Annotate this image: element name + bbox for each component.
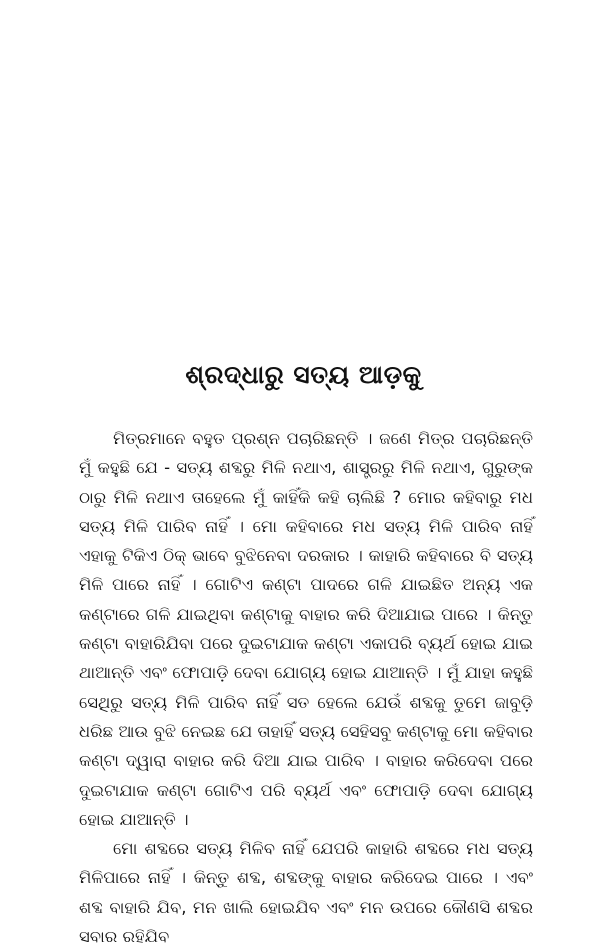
paragraph-2-text: ମୋ ଶବ୍ଦରେ ସତ୍ୟ ମିଳିବ ନାହିଁ ଯେପରି କାହାରି ଶବ୍ଦରେ ମଧ ସତ୍ୟ ମିଳିପାରେ ନାହିଁ । କିନ୍ତୁ ଶବ୍ଦ, ଶବ୍ଦଙ୍କୁ ବାହାର କରିଦେଇ ପାରେ । ଏବଂ ଶବ୍ଦ ବାହାରି ଯିବ, ମନ ଖାଲି ହୋଇଯିବ ଏବଂ ମନ ଉପରେ କୌଣସି ଶବ୍ଦର ସବାର ରହିଯିବ [79,839,533,947]
paragraph-2 [79,834,533,951]
paragraph-1-text: ମିତ୍ରମାନେ ବହୁତ ପ୍ରଶ୍ନ ପଚାରିଛନ୍ତି । ଜଣେ ମିତ୍ର ପଚାରିଛନ୍ତି ମୁଁ କହୁଛି ଯେ - ସତ୍ୟ ଶବ୍ଦରୁ ମିଳି ନଥାଏ, ଶାସ୍ତ୍ରରୁ ମିଳି ନଥାଏ, ଗୁରୁଙ୍କ ଠାରୁ ମିଳି ନଥାଏ ତାହେଲେ ମୁଁ କାହିଁକି କହି ଚାଲିଛି ? ମୋର କହିବାରୁ ମଧ ସତ୍ୟ ମିଳି ପାରିବ ନାହିଁ । ମୋ କହିବାରେ ମଧ ସତ୍ୟ ମିଳି ପାରିବ ନାହିଁ ଏହାକୁ ଟିକିଏ ଠିକ୍ ଭାବେ ବୁଝିନେବା ଦରକାର । କାହାରି କହିବାରେ ବି ସତ୍ୟ ମିଳି ପାରେ ନାହିଁ । ଗୋଟିଏ କଣ୍ଟା ପାଦରେ ଗଳି ଯାଇଛିତ ଅନ୍ୟ ଏକ କଣ୍ଟାରେ ଗଳି ଯାଇଥିବା କଣ୍ଟାକୁ ବାହାର କରି ଦିଆଯାଇ ପାରେ । କିନ୍ତୁ କଣ୍ଟା ବାହାରିଯିବା ପରେ ଦୁଇଟାଯାକ କଣ୍ଟା ଏକାପରି ବ୍ୟର୍ଥ ହୋଇ ଯାଇ ଥାଆନ୍ତି ଏବଂ ଫୋପାଡ଼ି ଦେବା ଯୋଗ୍ୟ ହୋଇ ଯାଆନ୍ତି । ମୁଁ ଯାହା କହୁଛି ସେଥିରୁ ସତ୍ୟ ମିଳି ପାରିବ ନାହିଁ ସତ ହେଲେ ଯେଉଁ ଶବ୍ଦକୁ ତୁମେ ଜାବୁଡ଼ି ଧରିଛ ଆଉ ବୁଝି ନେଇଛ ଯେ ତାହାହିଁ ସତ୍ୟ ସେହିସବୁ କଣ୍ଟାକୁ ମୋ କହିବାର କଣ୍ଟା ଦ୍ୱାରା ବାହାର କରି ଦିଆ ଯାଇ ପାରିବ । ବାହାର କରିଦେବା ପରେ ଦୁଇଟାଯାକ କଣ୍ଟା ଗୋଟିଏ ପରି ବ୍ୟର୍ଥ ଏବଂ ଫୋପାଡ଼ି ଦେବା ଯୋଗ୍ୟ ହୋଇ ଯାଆନ୍ତି । [79,429,533,829]
chapter-title: ଶ୍ରଦ୍ଧାରୁ ସତ୍ୟ ଆଡ଼କୁ [185,359,422,389]
body-text [79,424,533,951]
paragraph-1 [79,424,533,834]
